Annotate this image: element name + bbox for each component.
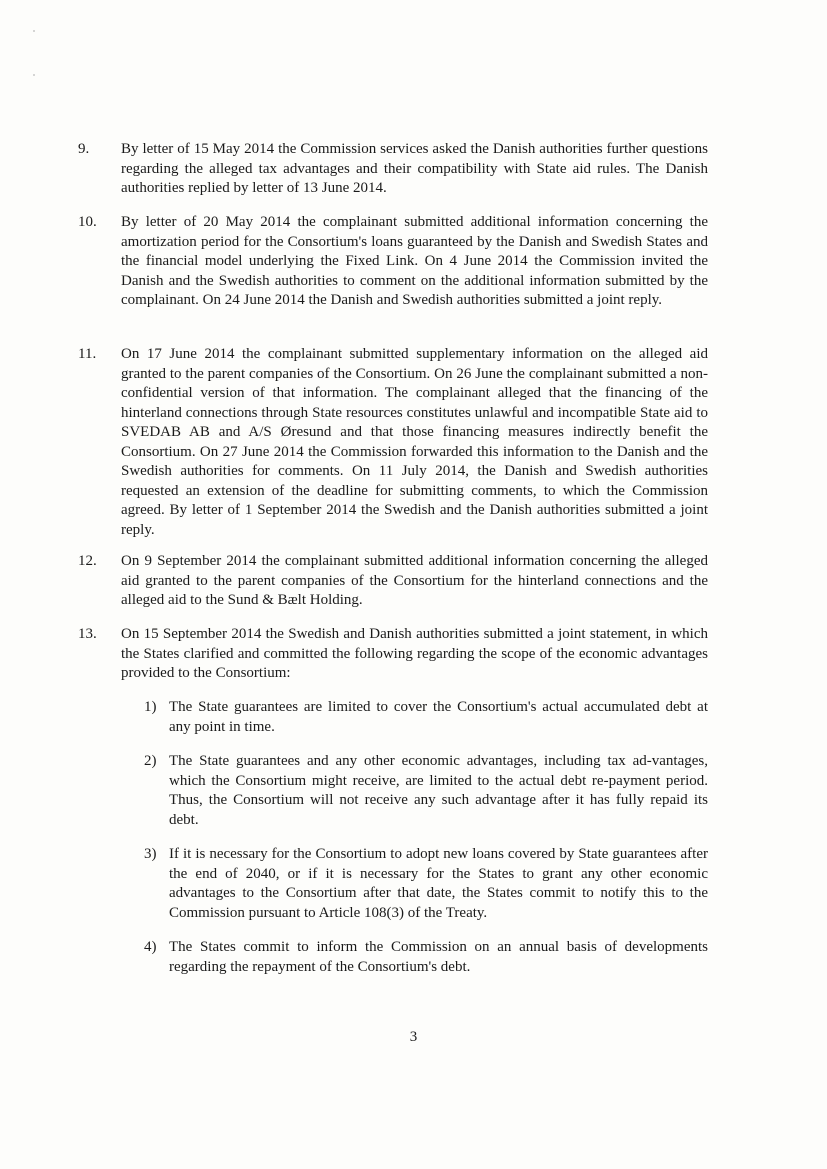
paragraph-text: On 9 September 2014 the complainant submitted additional information concerning the alleged aid granted to the parent companies of the Consortium for the hinterland connections and the alleged aid to the Sund & Bælt Holding. (121, 553, 708, 608)
commitment-text: The States commit to inform the Commission on an annual basis of developments regarding the repayment of the Consortium's debt. (169, 939, 708, 975)
commitment-text: If it is necessary for the Consortium to adopt new loans covered by State guarantees after the end of 2040, or if it is necessary for the States to grant any other economic advantages to the Consortium after that date, the States commit to notify this to the Commission pursuant to Article 108(3) of the Treaty. (169, 846, 708, 921)
paragraph-10 (78, 213, 708, 311)
commitment-number: 2) (144, 753, 157, 769)
paragraph-text: By letter of 20 May 2014 the complainant submitted additional information concerning the amortization period for the Consortium's loans guaranteed by the Danish and Swedish States and the financial model underlying the Fixed Link. On 4 June 2014 the Commission invited the Danish and the Swedish authorities to comment on the additional information submitted by the complainant. On 24 June 2014 the Danish and Swedish authorities submitted a joint reply. (121, 214, 708, 308)
commitment-item (144, 752, 708, 830)
paragraph-12 (78, 552, 708, 611)
commitment-text: The State guarantees and any other economic advantages, including tax ad-vantages, which the Consortium might receive, are limited to the actual debt re-payment period. Thus, the Consortium will not receive any such advantage after it has fully repaid its debt. (169, 753, 708, 828)
paragraph-9 (78, 140, 708, 199)
paragraph-11 (78, 345, 708, 540)
paragraph-number: 12. (78, 553, 97, 569)
paragraph-number: 11. (78, 346, 97, 362)
page-number: 3 (409, 1029, 418, 1045)
paragraph-number: 9. (78, 141, 90, 157)
paragraph-number: 13. (78, 626, 97, 642)
commitment-number: 3) (144, 846, 157, 862)
paragraph-text: On 15 September 2014 the Swedish and Danish authorities submitted a joint statement, in which the States clarified and committed the following regarding the scope of the economic advantages provided to the Consortium: (121, 626, 708, 681)
paragraph-text: On 17 June 2014 the complainant submitted supplementary information on the alleged aid granted to the parent companies of the Consortium. On 26 June the complainant submitted a non-confidential version of that information. The complainant alleged that the financing of the hinterland connections through State resources constitutes unlawful and incompatible State aid to SVEDAB AB and A/S Øresund and that those financing measures indirectly benefit the Consortium. On 27 June 2014 the Commission forwarded this information to the Danish and the Swedish authorities for comments. On 11 July 2014, the Danish and Swedish authorities requested an extension of the deadline for submitting comments, to which the Commission agreed. By letter of 1 September 2014 the Swedish and the Danish authorities submitted a joint reply. (121, 346, 708, 538)
commitment-number: 1) (144, 699, 157, 715)
commitment-number: 4) (144, 939, 157, 955)
paragraph-number: 10. (78, 214, 97, 230)
paragraph-text: By letter of 15 May 2014 the Commission services asked the Danish authorities further questions regarding the alleged tax advantages and their compatibility with State aid rules. The Danish authorities replied by letter of 13 June 2014. (121, 141, 708, 196)
commitment-text: The State guarantees are limited to cover the Consortium's actual accumulated debt at any point in time. (169, 699, 708, 735)
commitment-item (144, 698, 708, 737)
commitment-item (144, 938, 708, 977)
paragraph-13 (78, 625, 708, 684)
scan-speck (33, 74, 35, 76)
commitment-item (144, 845, 708, 923)
scan-speck (33, 30, 35, 32)
